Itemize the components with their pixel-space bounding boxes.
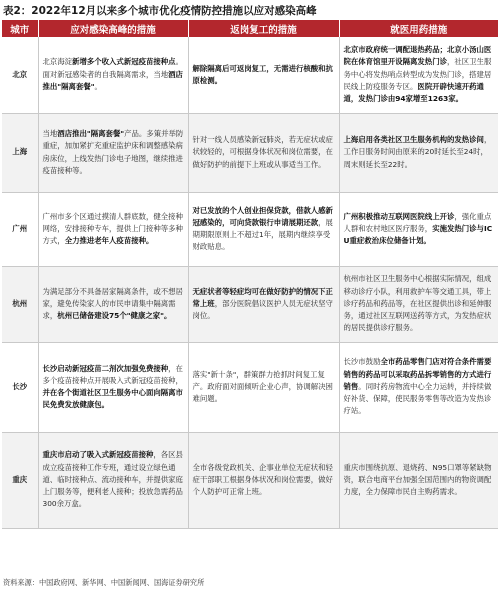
emphasis-text: 新增多个收入式新冠疫苗接种点 <box>72 57 176 67</box>
emphasis-text: 全力推进老年人疫苗接种。 <box>64 236 154 246</box>
body-text: 当地 <box>42 129 58 139</box>
body-text: ，社区卫生服务中心将发热哨点转型成为发热门诊，搭建居民线上防疫服务专区。 <box>343 57 492 91</box>
city-cell: 长沙 <box>2 342 38 432</box>
return-work-cell <box>188 113 339 192</box>
peak-measures-cell <box>38 266 188 342</box>
header-city: 城市 <box>2 20 38 37</box>
emphasis-text: 对已发放的个人创业担保贷款，借款人感新冠感染的，可向贷款银行申请展期还款 <box>192 205 333 227</box>
emphasis-text: 上海启用各类社区卫生服务机构的发热诊间 <box>343 135 484 145</box>
table-row <box>2 432 498 528</box>
return-work-cell <box>188 192 339 266</box>
emphasis-text: 全市药品零售门店对符合条件需要销售的药品可以采取药品拆零销售的方式进行销售 <box>343 357 492 391</box>
policy-table <box>2 20 498 529</box>
emphasis-text: 酒店推出"隔离套餐" <box>57 129 125 139</box>
city-cell: 上海 <box>2 113 38 192</box>
body-text: 为满足部分不具备居家隔离条件，或不想居家，避免传染家人的市民申请集中隔离需求， <box>42 286 183 321</box>
city-cell: 广州 <box>2 192 38 266</box>
body-text: ，部分医院倡议医护人员无症状坚守岗位。 <box>192 298 333 321</box>
body-text: 。面对新冠感染者的自我隔离需求，当地 <box>42 57 183 79</box>
return-work-cell <box>188 342 339 432</box>
body-text: 。同时药房物流中心全力运转，并持续做好补货、保障，使民服务零售等改造为发热诊疗站。 <box>343 381 492 416</box>
city-cell: 杭州 <box>2 266 38 342</box>
medical-cell <box>339 432 498 528</box>
emphasis-text: 医院开辟快速开药通道，发热门诊由94家增至1263家。 <box>343 81 484 104</box>
emphasis-text: 广州积极推动互联网医院线上开诊 <box>343 211 455 221</box>
body-text: 重庆市围绕抗原、退烧药、N95口罩等紧缺物资，联合电商平台加强全国范围内的物资调配力度，全力保障市民自主购药需求。 <box>343 462 492 497</box>
body-text: 。 <box>94 81 102 91</box>
body-text: 针对一线人员感染新冠肺炎，若无症状或症状较轻的，可根据身体状况和岗位需要，在做好防护的前提下上班或从事适当工作。 <box>192 135 333 169</box>
table-row <box>2 37 498 113</box>
city-cell: 北京 <box>2 37 38 113</box>
body-text: 全市各级党政机关、企事业单位无症状和轻症干部职工根据身体状况和岗位需要，做好个人防护可正常上班。 <box>192 462 333 497</box>
emphasis-text: 北京市政府统一调配退热药品；北京小汤山医院在体育馆里开设隔离发热门诊 <box>343 45 492 67</box>
body-text: 杭州市社区卫生服务中心根据实际情况，组成移动诊疗小队，利用救护车等交通工具，带上诊疗药品和药品等，在社区提供出诊和延伸服务，通过社区互联网送药等方式，为发热症状的居民提供诊疗服务。 <box>343 274 492 333</box>
emphasis-text: 解除隔离后可返岗复工，无需进行核酸和抗原检测。 <box>192 63 333 85</box>
emphasis-text: 杭州已储备建设75个"健康之家"。 <box>57 311 172 321</box>
table-title: 表2：2022年12月以来多个城市优化疫情防控措施以应对感染高峰 <box>3 5 317 17</box>
peak-measures-cell <box>38 432 188 528</box>
body-text: ，各区县成立疫苗接种工作专班，通过设立绿色通道、临时接种点、流动接种车，并提供家庭上门服务等，便利老人接种；投放急需药品300余万盒。 <box>42 450 183 509</box>
return-work-cell <box>188 37 339 113</box>
body-text: ，在多个疫苗接种点开展吸入式新冠疫苗接种， <box>42 363 183 385</box>
body-text: 北京海淀 <box>42 57 73 67</box>
peak-measures-cell <box>38 192 188 266</box>
medical-cell <box>339 37 498 113</box>
medical-cell <box>339 113 498 192</box>
header-return-work-measures: 返岗复工的措施 <box>188 20 339 37</box>
body-text: ，展期期限原则上不超过1年，展期内继续享受财政贴息。 <box>192 217 333 252</box>
header-peak-measures: 应对感染高峰的措施 <box>38 20 188 37</box>
table-row <box>2 342 498 432</box>
return-work-cell <box>188 432 339 528</box>
emphasis-text: 无症状者等轻症均可在做好防护的情况下正常上班 <box>192 286 333 308</box>
source-note: 资料来源：中国政府网、新华网、中国新闻网、国海证券研究所 <box>3 578 205 587</box>
city-cell: 重庆 <box>2 432 38 528</box>
peak-measures-cell <box>38 342 188 432</box>
body-text: 广州市多个区通过摸清人群底数，健全接种网络，安排接种专车，提供上门接种等多种方式， <box>42 211 183 246</box>
peak-measures-cell <box>38 37 188 113</box>
body-text: ，工作日服务时间由原来的20时延长至24时，周末则延长至22时。 <box>343 135 492 169</box>
table-row <box>2 192 498 266</box>
medical-cell <box>339 266 498 342</box>
emphasis-text: 实施发热门诊与ICU重症救治床位储备计划。 <box>343 223 493 246</box>
table-header-row <box>2 20 498 37</box>
emphasis-text: 长沙启动新冠疫苗二剂次加强免费接种 <box>42 363 169 373</box>
medical-cell <box>339 192 498 266</box>
header-medical-measures: 就医用药措施 <box>339 20 498 37</box>
emphasis-text: 并在各个街道社区卫生服务中心面向隔离市民免费发放健康包。 <box>42 388 183 410</box>
peak-measures-cell <box>38 113 188 192</box>
body-text: 产品。多策并举防重症，加加紧扩充重症监护床和调整感染病房床位，上线发热门诊电子地图，继续推进疫苗接种等。 <box>42 129 184 175</box>
emphasis-text: 酒店推出"隔离套餐" <box>42 69 183 91</box>
body-text: 长沙市鼓励 <box>343 357 381 367</box>
table-row <box>2 113 498 192</box>
return-work-cell <box>188 266 339 342</box>
emphasis-text: 重庆市启动了吸入式新冠疫苗接种 <box>42 450 154 460</box>
body-text: 落实"新十条"，群策群力抢抓时间复工复产。政府面对面倾听企业心声，协调解决困难问题。 <box>192 369 333 404</box>
table-row <box>2 266 498 342</box>
body-text: ，强化重点人群和农村地区医疗服务， <box>343 211 492 233</box>
medical-cell <box>339 342 498 432</box>
